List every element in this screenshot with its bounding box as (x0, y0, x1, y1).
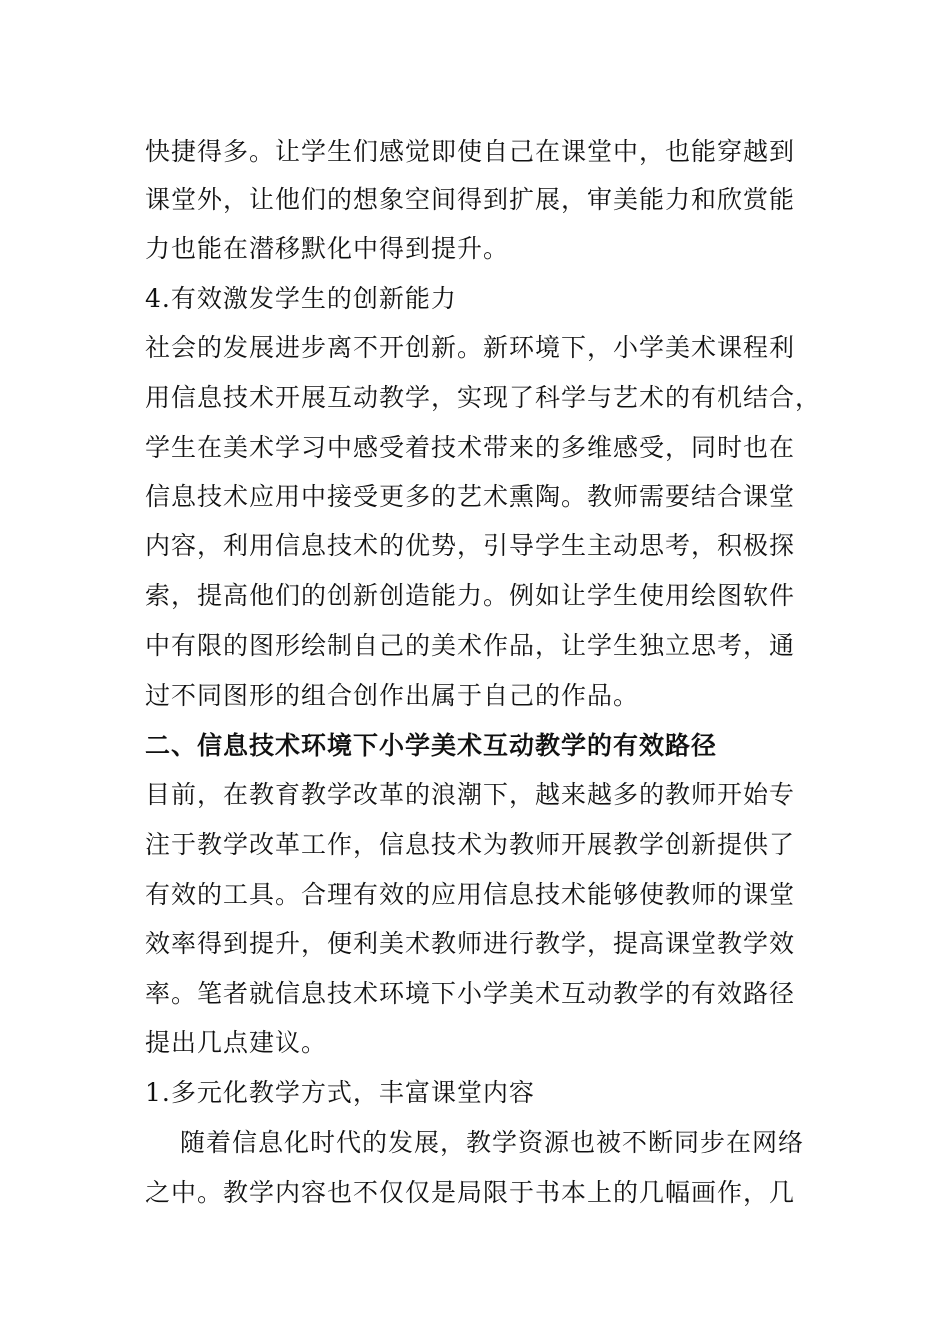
body-text-line: 目前，在教育教学改革的浪潮下，越来越多的教师开始专 (145, 780, 796, 809)
body-text-line: 随着信息化时代的发展，教学资源也被不断同步在网络 (180, 1128, 805, 1157)
body-text-line: 之中。教学内容也不仅仅是局限于书本上的几幅画作，几 (145, 1178, 796, 1207)
body-text-line: 中有限的图形绘制自己的美术作品，让学生独立思考，通 (145, 631, 796, 660)
body-text-line: 社会的发展进步离不开创新。新环境下，小学美术课程利 (145, 333, 796, 362)
body-text-line: 率。笔者就信息技术环境下小学美术互动教学的有效路径 (145, 979, 796, 1008)
subsection-heading: 1.多元化教学方式，丰富课堂内容 (145, 1078, 535, 1107)
body-text-line: 索，提高他们的创新创造能力。例如让学生使用绘图软件 (145, 581, 796, 610)
body-text-line: 提出几点建议。 (145, 1028, 328, 1057)
body-text-line: 有效的工具。合理有效的应用信息技术能够使教师的课堂 (145, 880, 796, 909)
body-text-line: 效率得到提升，便利美术教师进行教学，提高课堂教学效 (145, 929, 796, 958)
body-text-line: 过不同图形的组合创作出属于自己的作品。 (145, 681, 640, 710)
body-text-line: 注于教学改革工作，信息技术为教师开展教学创新提供了 (145, 830, 796, 859)
body-text-line: 内容，利用信息技术的优势，引导学生主动思考，积极探 (145, 531, 796, 560)
body-text-line: 用信息技术开展互动教学，实现了科学与艺术的有机结合， (145, 383, 822, 412)
section-heading: 二、信息技术环境下小学美术互动教学的有效路径 (145, 731, 718, 760)
body-text-line: 信息技术应用中接受更多的艺术熏陶。教师需要结合课堂 (145, 482, 796, 511)
body-text-line: 快捷得多。让学生们感觉即使自己在课堂中，也能穿越到 (145, 137, 796, 166)
body-text-line: 学生在美术学习中感受着技术带来的多维感受，同时也在 (145, 433, 796, 462)
subsection-heading: 4.有效激发学生的创新能力 (145, 284, 457, 313)
body-text-line: 课堂外，让他们的想象空间得到扩展，审美能力和欣赏能 (145, 185, 796, 214)
body-text-line: 力也能在潜移默化中得到提升。 (145, 234, 510, 263)
